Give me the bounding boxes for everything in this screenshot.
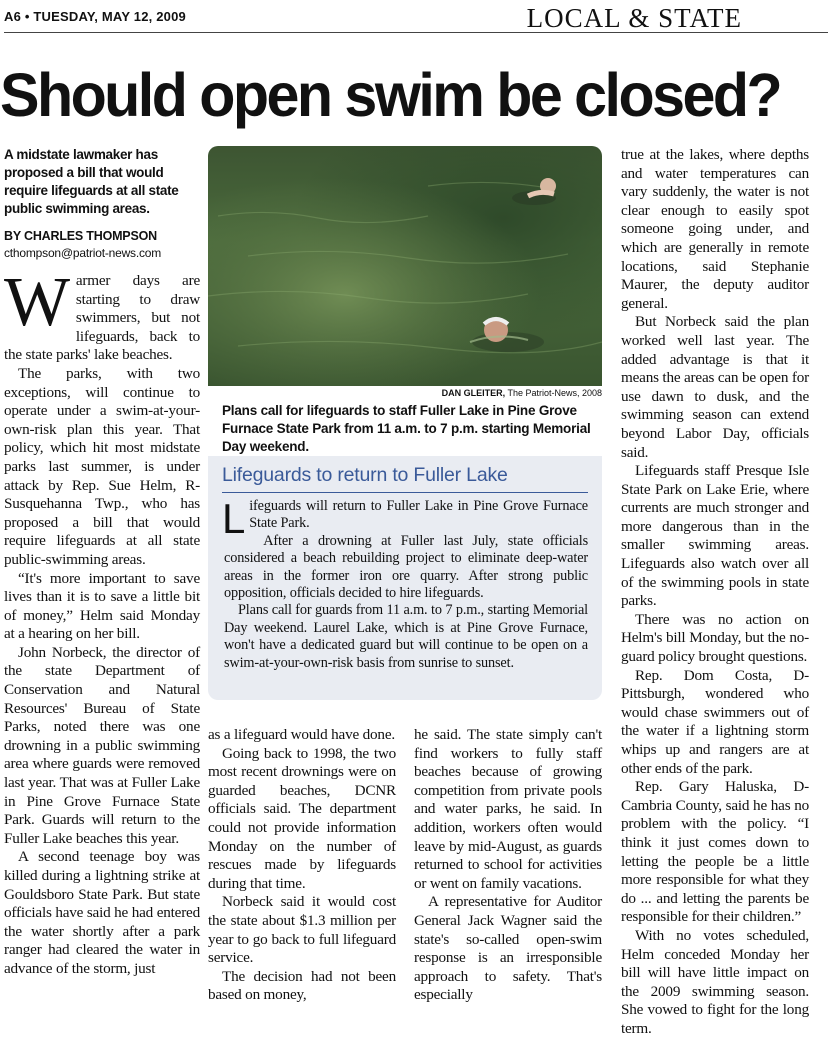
paragraph: Lifeguards will return to Fuller Lake in Pine Grove Furnace State Park. bbox=[222, 495, 588, 542]
article-column-4 bbox=[621, 146, 809, 1039]
author-email[interactable]: cthompson@patriot-news.com bbox=[4, 246, 162, 260]
paragraph: Going back to 1998, the two most recent drownings were on guarded beaches, DCNR officials said. The department could not provide information Monday on the number of rescues made by lifeguards during that time. bbox=[208, 744, 396, 892]
paragraph: The parks, with two exceptions, will continue to operate under a swim-at-your-own-risk plan this year. That policy, which hit most midstate parks last summer, is under attack by Rep. Sue Helm, R-Susquehanna Twp., who has proposed a bill that would require lifeguards at all state public-swimming areas. bbox=[4, 364, 200, 568]
paragraph: Rep. Gary Haluska, D-Cambria County, said he has no problem with the policy. “I think it just comes down to letting the people be a little more responsible for what they do ... and letting the parents be responsible for their children.” bbox=[621, 778, 809, 926]
swimmer-photo bbox=[208, 146, 602, 386]
paragraph: true at the lakes, where depths and water temperatures can vary suddenly, the water is not clear enough to easily spot someone going under, and which are generally in remote locations, said Stephanie Maurer, the deputy auditor general. bbox=[621, 146, 809, 312]
article-column-2 bbox=[208, 726, 396, 1005]
folio-date: A6 • TUESDAY, MAY 12, 2009 bbox=[4, 9, 186, 24]
sidebar-body bbox=[222, 495, 588, 672]
paragraph: Plans call for guards from 11 a.m. to 7 p.m., starting Memorial Day weekend. Laurel Lake, which is at Pine Grove Furnace, won't have a dedicated guard but will continue to be open on a swim-at-your-own-risk basis from sunrise to sunset. bbox=[224, 602, 588, 671]
page-folio bbox=[4, 3, 828, 33]
headline: Should open swim be closed? bbox=[0, 61, 781, 129]
byline: BY CHARLES THOMPSON bbox=[4, 229, 157, 243]
drop-cap: L bbox=[222, 495, 246, 542]
lake-swimmers-image bbox=[208, 146, 602, 386]
sidebar-title: Lifeguards to return to Fuller Lake bbox=[222, 464, 508, 486]
paragraph: A representative for Auditor General Jack Wagner said the state's so-called open-swim response is an irresponsible approach to safety. That's especially bbox=[414, 893, 602, 1004]
paragraph: “It's more important to save lives than it is to save a little bit of money,” Helm said Monday at a hearing on her bill. bbox=[4, 569, 200, 643]
paragraph: Warmer days are starting to draw swimmers, but not lifeguards, back to the state parks' lake beaches. bbox=[4, 264, 200, 364]
deck-summary: A midstate lawmaker has proposed a bill that would require lifeguards at all state public swimming areas. bbox=[4, 147, 179, 216]
paragraph: Norbeck said it would cost the state about $1.3 million per year to go back to full lifeguard service. bbox=[208, 893, 396, 967]
paragraph: After a drowning at Fuller last July, state officials considered a beach rebuilding project to eliminate deep-water areas in the former iron ore quarry. After strong public opposition, officials decided to hire lifeguards. bbox=[224, 532, 588, 602]
paragraph: But Norbeck said the plan worked well last year. The added advantage is that it means the areas can be open for use dawn to dusk, and the swimming season can extend beyond Labor Day, officials said. bbox=[621, 313, 809, 461]
divider bbox=[222, 492, 588, 493]
paragraph: A second teenage boy was killed during a lightning strike at Gouldsboro State Park. But state officials have said he had entered the water shortly after a park ranger had cleared the water in advance of the storm, just bbox=[4, 848, 200, 977]
drop-cap: W bbox=[4, 264, 70, 341]
paragraph: The decision had not been based on money, bbox=[208, 967, 396, 1004]
article-column-3 bbox=[414, 726, 602, 1005]
paragraph: as a lifeguard would have done. bbox=[208, 726, 395, 743]
section-name: LOCAL & STATE bbox=[526, 3, 742, 33]
article-column-1 bbox=[4, 264, 200, 979]
paragraph: Lifeguards staff Presque Isle State Park on Lake Erie, where currents are much stronger and more dangerous than in the smaller swimming areas. Lifeguards also watch over all of the swimming pools in state parks. bbox=[621, 462, 809, 610]
paragraph: Rep. Dom Costa, D-Pittsburgh, wondered who would chase swimmers out of the water if a lightning storm whips up and rangers are at other ends of the park. bbox=[621, 666, 809, 777]
photo-credit: DAN GLEITER, The Patriot-News, 2008 bbox=[441, 388, 602, 398]
paragraph: With no votes scheduled, Helm conceded Monday her bill will have little impact on the 2009 swimming season. She vowed to fight for the long term. bbox=[621, 926, 809, 1037]
sidebar-box bbox=[208, 456, 602, 700]
paragraph: John Norbeck, the director of the state Department of Conservation and Natural Resources' Bureau of State Parks, noted there was one drowning in a public swimming area where guards were removed last year. That was at Fuller Lake in Pine Grove Furnace State Park. Guards will return to the Fuller Lake beaches this year. bbox=[4, 643, 200, 847]
paragraph: he said. The state simply can't find workers to fully staff beaches because of growing competition from private pools and water parks, he said. In addition, workers often would leave by mid-August, as guards returned to school for activities or went on family vacations. bbox=[414, 726, 602, 892]
paragraph: There was no action on Helm's bill Monday, but the no-guard policy brought questions. bbox=[621, 610, 809, 666]
photo-caption: Plans call for lifeguards to staff Fuller Lake in Pine Grove Furnace State Park from 11 a.m. to 7 p.m. starting Memorial Day weekend. bbox=[222, 403, 591, 454]
